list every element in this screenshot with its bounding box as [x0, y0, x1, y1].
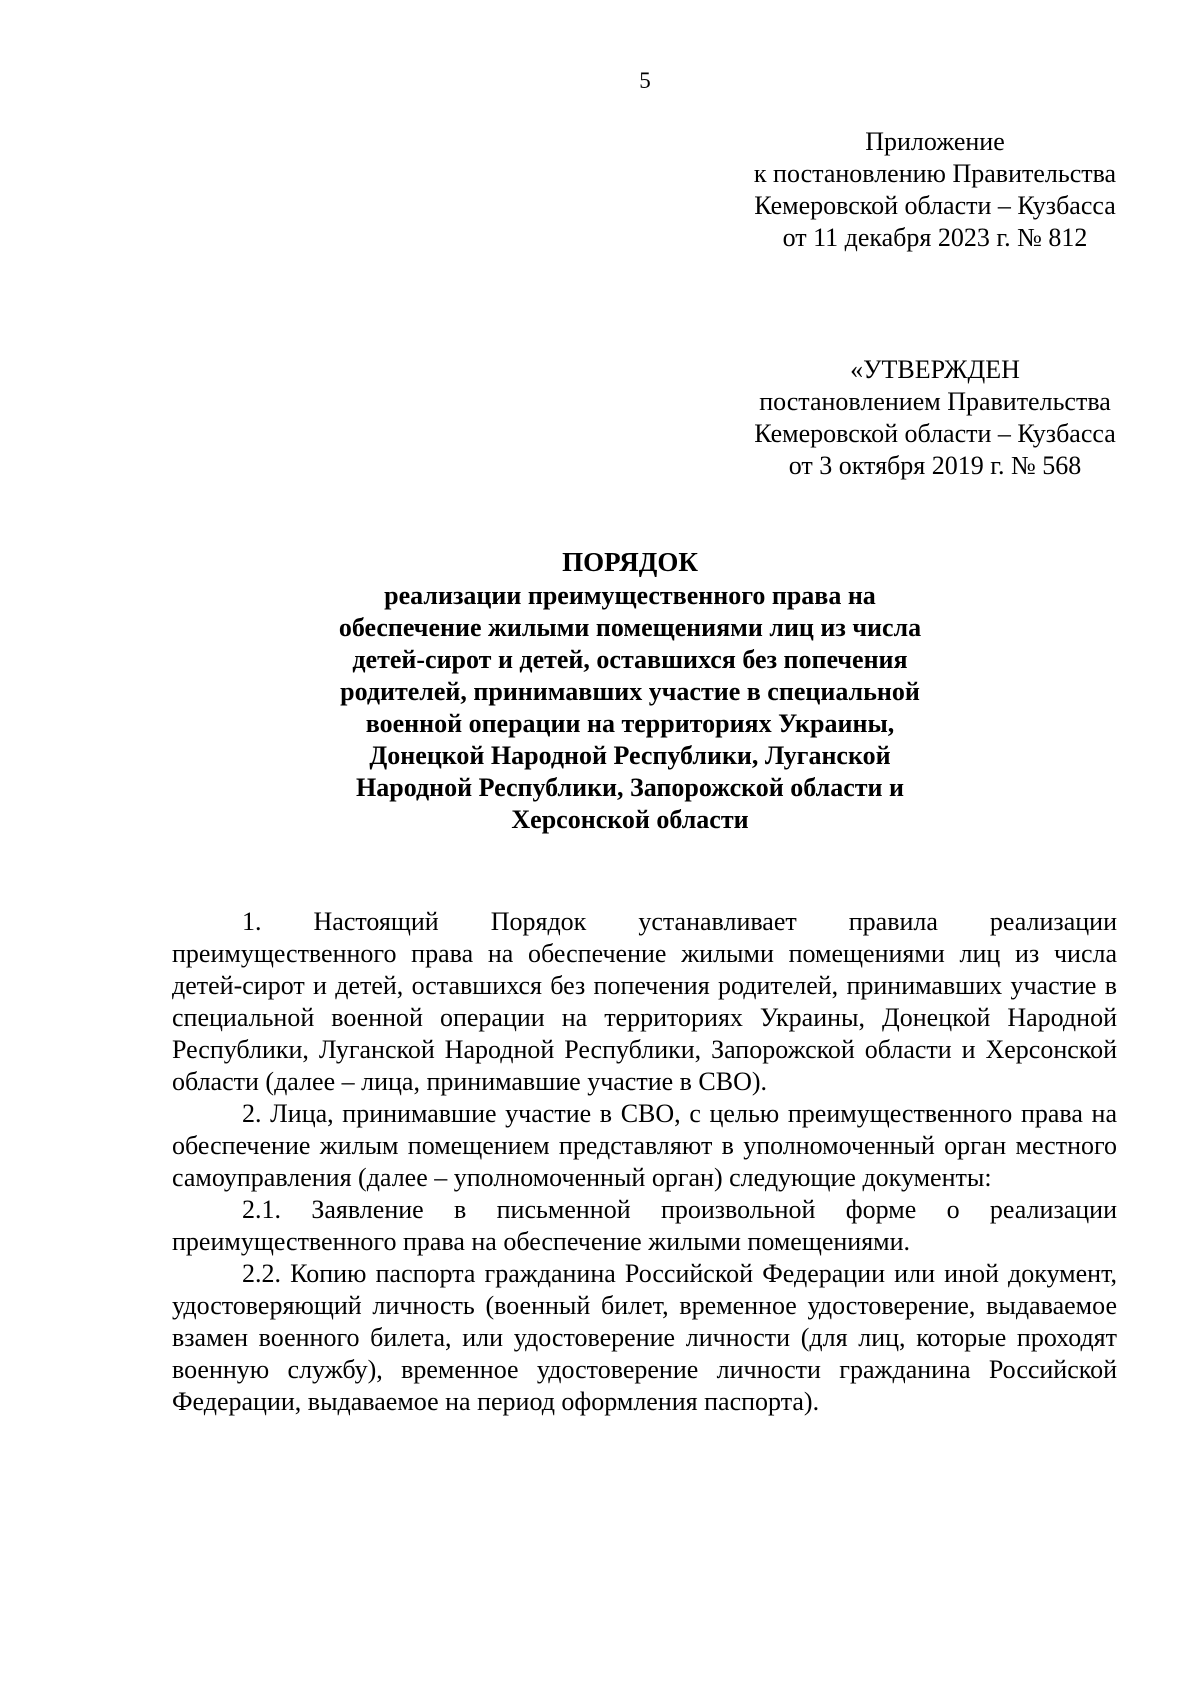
page-number: 5: [639, 68, 651, 93]
appendix-line: от 11 декабря 2023 г. № 812: [782, 223, 1088, 252]
appendix-block: [690, 126, 1180, 254]
document-body: [172, 906, 1117, 1418]
title-line: родителей, принимавших участие в специальной: [340, 677, 920, 706]
title-line: обеспечение жилыми помещениями лиц из числа: [338, 613, 922, 642]
title-line: реализации преимущественного права на: [384, 581, 876, 610]
approval-line: от 3 октября 2019 г. № 568: [788, 451, 1082, 480]
approval-block: [690, 354, 1180, 482]
document-title: ПОРЯДОК: [562, 547, 698, 577]
approval-line: Кемеровской области – Кузбасса: [754, 419, 1116, 448]
appendix-line: Приложение: [865, 127, 1005, 156]
paragraph-2-2: 2.2. Копию паспорта гражданина Российской Федерации или иной документ, удостоверяющий личность (военный билет, временное удостоверение, выдаваемое взамен военного билета, или удостоверение личности (для лиц, которые проходят военную службу), временное удостоверение личности гражданина Российской Федерации, выдаваемое на период оформления паспорта).: [172, 1259, 1117, 1416]
paragraph-2-1: 2.1. Заявление в письменной произвольной форме о реализации преимущественного права на обеспечение жилыми помещениями.: [172, 1195, 1117, 1256]
paragraph-2: 2. Лица, принимавшие участие в СВО, с целью преимущественного права на обеспечение жилым помещением представляют в уполномоченный орган местного самоуправления (далее – уполномоченный орган) следующие документы:: [172, 1099, 1117, 1192]
approval-line: постановлением Правительства: [759, 387, 1111, 416]
appendix-line: Кемеровской области – Кузбасса: [754, 191, 1116, 220]
title-line: детей-сирот и детей, оставшихся без попечения: [352, 645, 908, 674]
appendix-line: к постановлению Правительства: [753, 159, 1117, 188]
title-line: Херсонской области: [511, 805, 749, 834]
title-line: военной операции на территориях Украины,: [365, 709, 895, 738]
approval-line: «УТВЕРЖДЕН: [850, 355, 1020, 384]
title-line: Донецкой Народной Республики, Луганской: [369, 741, 891, 770]
paragraph-1: 1. Настоящий Порядок устанавливает правила реализации преимущественного права на обеспечение жилыми помещениями лиц из числа детей-сирот и детей, оставшихся без попечения родителей, принимавших участие в специальной военной операции на территориях Украины, Донецкой Народной Республики, Луганской Народной Республики, Запорожской области и Херсонской области (далее – лица, принимавшие участие в СВО).: [172, 907, 1117, 1096]
title-line: Народной Республики, Запорожской области и: [356, 773, 904, 802]
document-title-block: [230, 546, 1030, 836]
